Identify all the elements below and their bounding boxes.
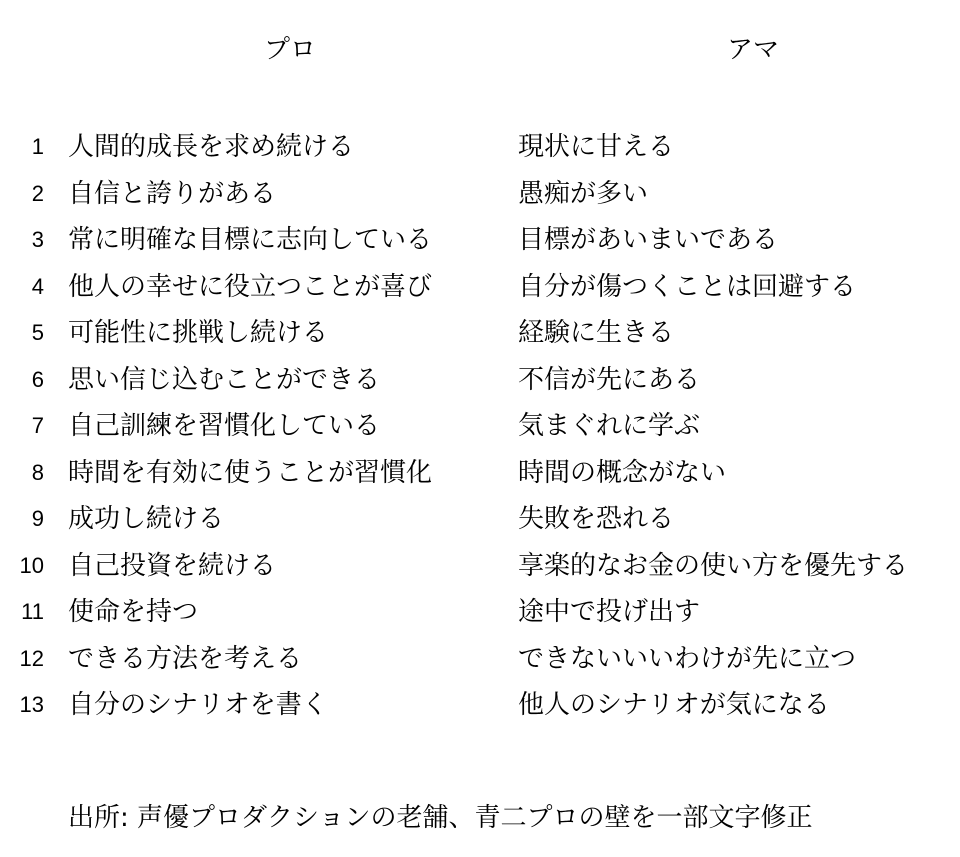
pro-trait: できる方法を考える [68, 643, 303, 674]
ama-trait: 目標があいまいである [518, 225, 779, 255]
ama-trait: 時間の概念がない [518, 457, 727, 488]
pro-trait: 使命を持つ [68, 597, 199, 627]
row-number: 7 [31, 413, 44, 438]
pro-trait: 自信と誇りがある [68, 178, 277, 209]
list-row [0, 543, 960, 590]
pro-trait: 可能性に挑戦し続ける [68, 318, 329, 348]
row-number: 4 [31, 273, 44, 299]
list-row [0, 496, 960, 543]
list-row [0, 450, 960, 497]
row-number: 5 [31, 320, 44, 345]
ama-trait: 他人のシナリオが気になる [518, 690, 830, 720]
pro-trait: 他人の幸せに役立つことが喜び [68, 271, 433, 302]
row-number: 11 [21, 599, 44, 624]
ama-trait: できないいいわけが先に立つ [518, 643, 857, 674]
pro-trait: 自己訓練を習慣化している [68, 411, 381, 441]
pro-trait: 人間的成長を求め続ける [68, 132, 355, 162]
ama-trait: 失敗を恐れる [518, 504, 675, 534]
row-number: 2 [31, 180, 44, 206]
list-row [0, 171, 960, 218]
list-row [0, 682, 960, 729]
column-header-pro: プロ [264, 35, 317, 65]
list-row [0, 636, 960, 683]
list-row [0, 310, 960, 357]
ama-trait: 愚痴が多い [518, 178, 649, 209]
ama-trait: 経験に生きる [518, 318, 675, 348]
list-row [0, 589, 960, 636]
ama-trait: 自分が傷つくことは回避する [518, 271, 857, 302]
row-number: 12 [19, 645, 44, 671]
pro-trait: 自己投資を続ける [68, 550, 277, 581]
row-number: 13 [19, 692, 44, 717]
ama-trait: 不信が先にある [518, 364, 701, 395]
row-number: 10 [19, 552, 44, 578]
pro-trait: 時間を有効に使うことが習慣化 [68, 457, 433, 488]
ama-trait: 気まぐれに学ぶ [518, 411, 701, 441]
source-note: 出所: 声優プロダクションの老舗、青二プロの壁を一部文字修正 [68, 803, 813, 833]
pro-trait: 自分のシナリオを書く [68, 690, 328, 720]
pro-trait: 常に明確な目標に志向している [68, 225, 433, 255]
list-row [0, 264, 960, 311]
pro-trait: 成功し続ける [68, 504, 225, 534]
list-row [0, 357, 960, 404]
comparison-list [0, 124, 960, 729]
ama-trait: 途中で投げ出す [518, 597, 701, 627]
list-row [0, 217, 960, 264]
row-number: 6 [31, 366, 44, 392]
list-row [0, 403, 960, 450]
ama-trait: 現状に甘える [518, 132, 675, 162]
column-header-ama: アマ [727, 35, 780, 65]
row-number: 3 [31, 227, 44, 252]
row-number: 9 [31, 506, 44, 531]
row-number: 1 [31, 134, 44, 159]
ama-trait: 享楽的なお金の使い方を優先する [518, 550, 909, 581]
row-number: 8 [31, 459, 44, 485]
pro-trait: 思い信じ込むことができる [68, 364, 381, 395]
list-row [0, 124, 960, 171]
